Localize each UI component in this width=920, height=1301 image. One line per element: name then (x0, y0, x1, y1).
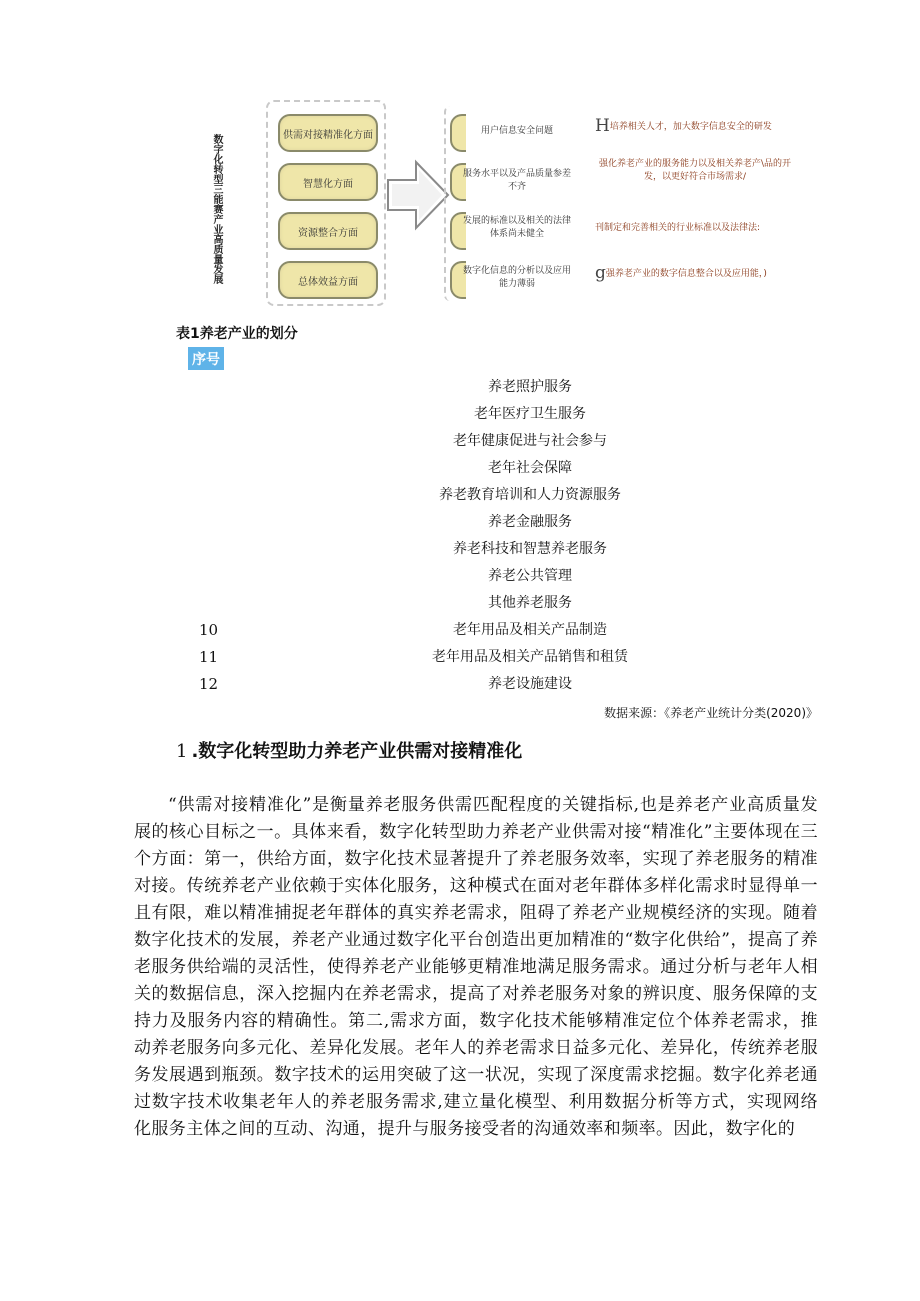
problem-4: 数字化信息的分析以及应用能力薄弱 (462, 266, 571, 289)
body-paragraph: “供需对接精准化”是衡量养老服务供需匹配程度的关键指标,也是养老产业高质量发展的核心目标之一。具体来看，数字化转型助力养老产业供需对接“精准化”主要体现在三个方面：第一，供给方面，数字化技术显著提升了养老服务效率，实现了养老服务的精准对接。传统养老产业依赖于实体化服务，这种模式在面对老年群体多样化需求时显得单一且有限，难以精准捕捉老年群体的真实养老需求，阻碍了养老产业规模经济的实现。随着数字化技术的发展，养老产业通过数字化平台创造出更加精准的“数字化供给”，提高了养老服务供给端的灵活性，使得养老产业能够更精准地满足服务需求。通过分析与老年人相关的数据信息，深入挖掘内在养老需求，提高了对养老服务对象的辨识度、服务保障的支持力及服务内容的精确性。第二,需求方面，数字化技术能够精准定位个体养老需求，推动养老服务向多元化、差异化发展。老年人的养老需求日益多元化、差异化，传统养老服务发展遇到瓶颈。数字技术的运用突破了这一状况，实现了深度需求挖掘。数字化养老通过数字技术收集老年人的养老服务需求,建立量化模型、利用数据分析等方式，实现网络化服务主体之间的互动、沟通，提升与服务接受者的沟通效率和频率。因此，数字化的 (134, 795, 818, 1139)
row-name: 养老教育培训和人力资源服务 (439, 487, 621, 503)
table-row (0, 620, 920, 647)
row-name: 养老金融服务 (488, 514, 572, 530)
solution-2 (595, 158, 795, 184)
row-name: 养老设施建设 (488, 676, 572, 692)
row-num: 11 (199, 648, 219, 666)
row-name: 养老科技和智慧养老服务 (453, 541, 607, 557)
diagram-figure (200, 92, 820, 307)
solution-1-lead: H (595, 116, 610, 136)
section-heading-text: .数字化转型助力养老产业供需对接精准化 (191, 741, 523, 762)
solution-4 (595, 263, 810, 283)
row-name: 老年健康促进与社会参与 (453, 433, 607, 449)
problem-1: 用户信息安全问题 (480, 126, 553, 136)
problem-2: 服务水平以及产品质量参差不齐 (462, 169, 571, 192)
left-item-4: 总体效益方面 (278, 261, 378, 299)
row-num: 10 (199, 621, 219, 639)
figure-vertical-title: 数字化转型三能赛产业高质量发展 (211, 134, 222, 284)
row-name: 老年医疗卫生服务 (474, 406, 586, 422)
solution-4-text: 强养老产业的数字信息整合以及应用能，) (605, 269, 767, 279)
table-row (0, 674, 920, 701)
solution-3-text: 刊制定和完善相关的行业标准以及法律法: (595, 223, 761, 233)
table-row (0, 512, 920, 539)
solution-4-lead: g (595, 263, 606, 283)
table-title: 表1养老产业的划分 (176, 326, 298, 342)
row-num: 12 (199, 675, 219, 693)
left-item-2: 智慧化方面 (278, 163, 378, 201)
problem-3: 发展的标准以及相关的法律体系尚未健全 (462, 216, 571, 239)
table-row (0, 566, 920, 593)
data-source-note: 数据来源：《养老产业统计分类(2020)》 (604, 706, 818, 720)
section-number: 1 (176, 741, 188, 762)
row-name: 老年用品及相关产品销售和租赁 (432, 649, 628, 665)
row-name: 养老照护服务 (488, 379, 572, 395)
solution-3 (595, 222, 810, 235)
left-item-3: 资源整合方面 (278, 212, 378, 250)
right-arrow-icon (386, 158, 452, 232)
table-row (0, 539, 920, 566)
solution-1-text: 培养相关人才，加大数字信息安全的研发 (609, 122, 772, 132)
row-name: 其他养老服务 (488, 595, 572, 611)
table-header-seq: 序号 (188, 347, 224, 370)
row-name: 养老公共管理 (488, 568, 572, 584)
table-row (0, 377, 920, 404)
table-row (0, 404, 920, 431)
row-name: 老年社会保障 (488, 460, 572, 476)
table-row (0, 431, 920, 458)
solution-1 (595, 116, 810, 136)
table-row (0, 647, 920, 674)
section-heading (176, 737, 522, 763)
table-row (0, 485, 920, 512)
table-row (0, 458, 920, 485)
row-name: 老年用品及相关产品制造 (453, 622, 607, 638)
solution-2-text: 强化养老产业的服务能力以及相关养老产\品的开发，以更好符合市场需求/ (598, 159, 792, 182)
table-row (0, 593, 920, 620)
left-item-1: 供需对接精准化方面 (278, 114, 378, 152)
